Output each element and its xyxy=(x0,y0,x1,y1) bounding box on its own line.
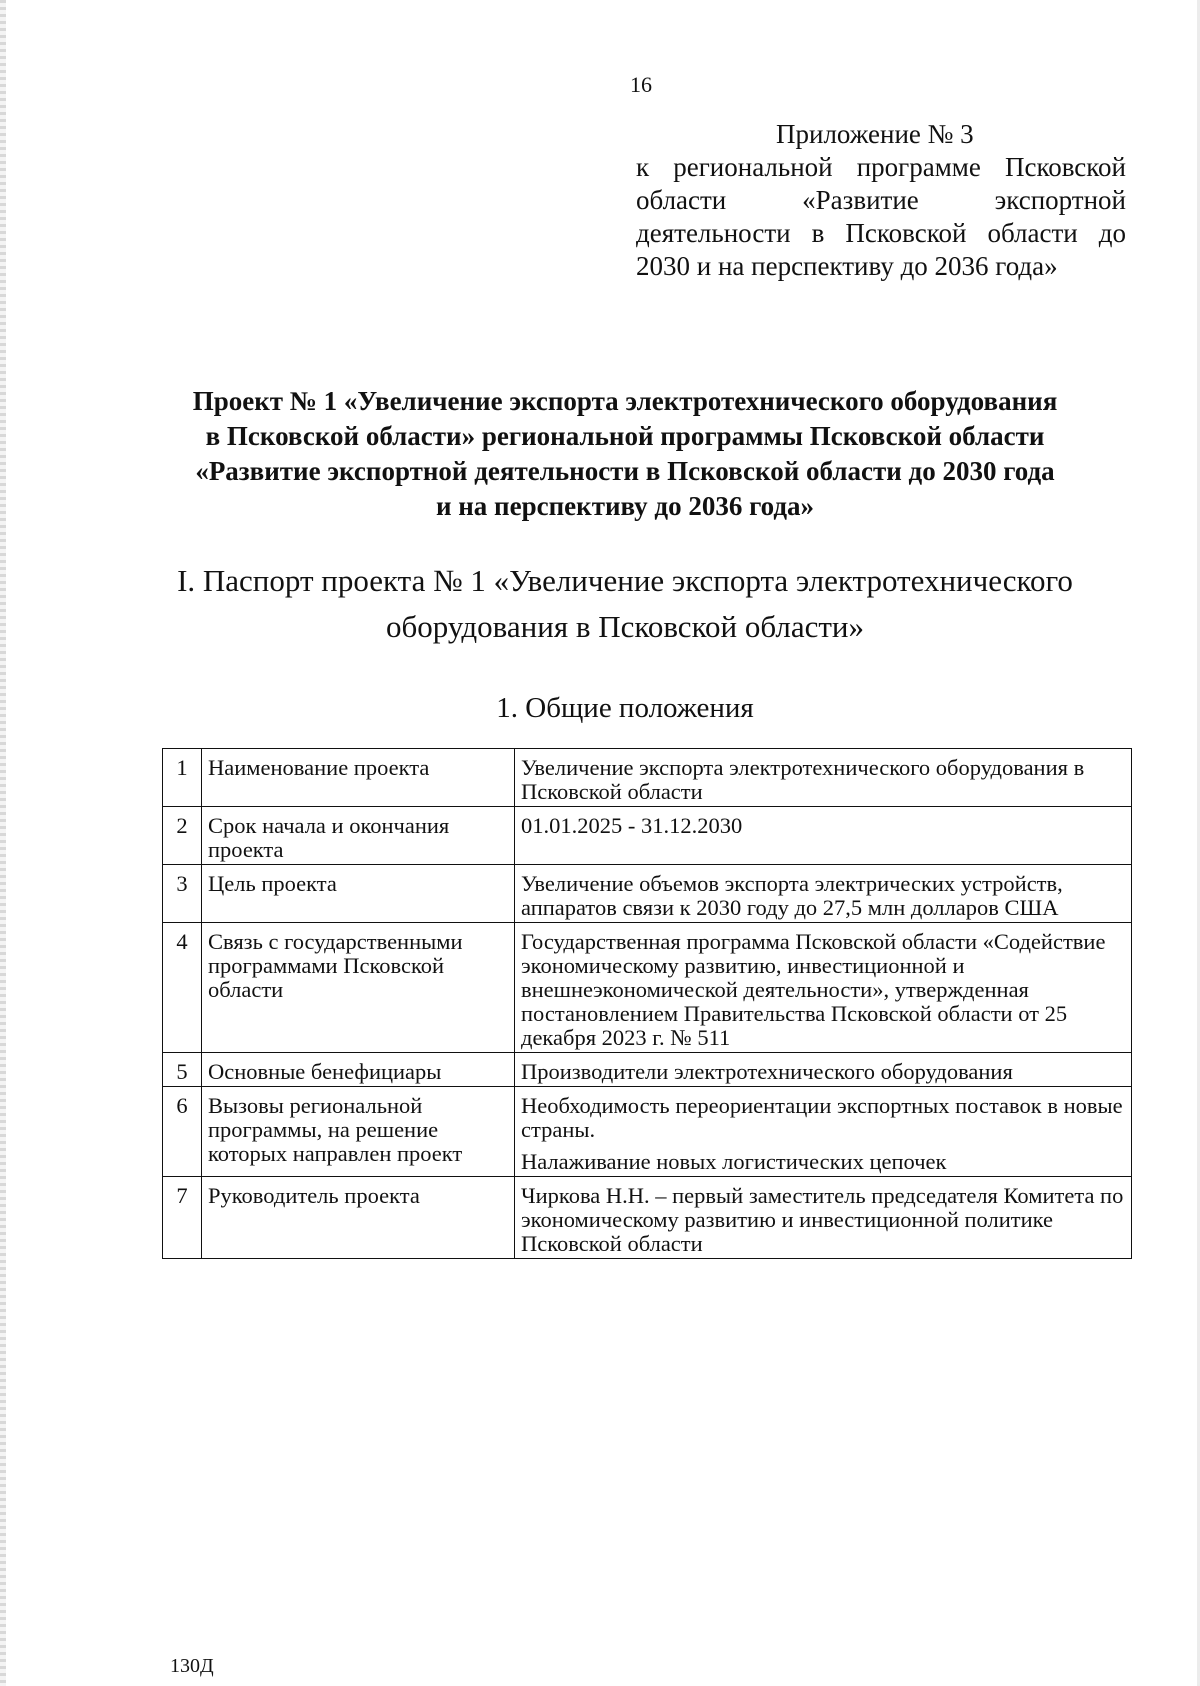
footer-code: 130Д xyxy=(170,1655,214,1677)
page-number: 16 xyxy=(630,72,652,97)
passport-title: I. Паспорт проекта № 1 «Увеличение экспорта электротехнического оборудования в Псковской области» xyxy=(177,563,1073,644)
row-value xyxy=(515,749,1132,807)
row-value-text: Производители электротехнического оборудования xyxy=(521,1059,1013,1084)
row-value-text: Налаживание новых логистических цепочек xyxy=(521,1149,947,1174)
table-row xyxy=(163,749,1132,807)
row-value-text: Чиркова Н.Н. – первый заместитель председателя Комитета по экономическому развитию и инвестиционной политике Псковской области xyxy=(521,1183,1124,1256)
row-label: Руководитель проекта xyxy=(202,1177,515,1259)
table-row xyxy=(163,923,1132,1053)
row-number: 4 xyxy=(163,923,202,1053)
row-value-text: Увеличение объемов экспорта электрических устройств, аппаратов связи к 2030 году до 27,5 млн долларов США xyxy=(521,871,1063,920)
appendix-text: к региональной программе Псковской области «Развитие экспортной деятельности в Псковской области до 2030 и на перспективу до 2036 года» xyxy=(636,152,1126,281)
row-value-text: Увеличение экспорта электротехнического оборудования в Псковской области xyxy=(521,755,1085,804)
section-title: 1. Общие положения xyxy=(496,692,754,724)
table-row xyxy=(163,1177,1132,1259)
row-value xyxy=(515,923,1132,1053)
row-value xyxy=(515,1087,1132,1177)
table-row xyxy=(163,1087,1132,1177)
table-row xyxy=(163,1053,1132,1087)
row-value-text: Необходимость переориентации экспортных поставок в новые страны. xyxy=(521,1093,1123,1142)
general-provisions-table xyxy=(162,748,1132,1259)
row-label: Вызовы региональной программы, на решение которых направлен проект xyxy=(202,1087,515,1177)
appendix-block xyxy=(636,118,1126,283)
row-value xyxy=(515,807,1132,865)
row-value xyxy=(515,1177,1132,1259)
project-title: Проект № 1 «Увеличение экспорта электротехнического оборудования в Псковской области» региональной программы Псковской области «Развитие экспортной деятельности в Псковской области до 2030 года и на перспективу до 2036 года» xyxy=(192,386,1058,521)
row-number: 6 xyxy=(163,1087,202,1177)
row-value xyxy=(515,865,1132,923)
row-label: Связь с государственными программами Псковской области xyxy=(202,923,515,1053)
row-number: 1 xyxy=(163,749,202,807)
row-number: 2 xyxy=(163,807,202,865)
row-value xyxy=(515,1053,1132,1087)
appendix-title: Приложение № 3 xyxy=(776,119,974,149)
row-number: 3 xyxy=(163,865,202,923)
row-label: Основные бенефициары xyxy=(202,1053,515,1087)
row-label: Наименование проекта xyxy=(202,749,515,807)
row-value-text: Государственная программа Псковской области «Содействие экономическому развитию, инвестиционной и внешнеэкономической деятельности», утвержденная постановлением Правительства Псковской области от 25 декабря 2023 г. № 511 xyxy=(521,929,1106,1050)
row-label: Цель проекта xyxy=(202,865,515,923)
row-number: 7 xyxy=(163,1177,202,1259)
row-value-text: 01.01.2025 - 31.12.2030 xyxy=(521,813,743,838)
row-number: 5 xyxy=(163,1053,202,1087)
table-row xyxy=(163,865,1132,923)
row-label: Срок начала и окончания проекта xyxy=(202,807,515,865)
table-row xyxy=(163,807,1132,865)
scan-left-edge xyxy=(0,0,6,1686)
